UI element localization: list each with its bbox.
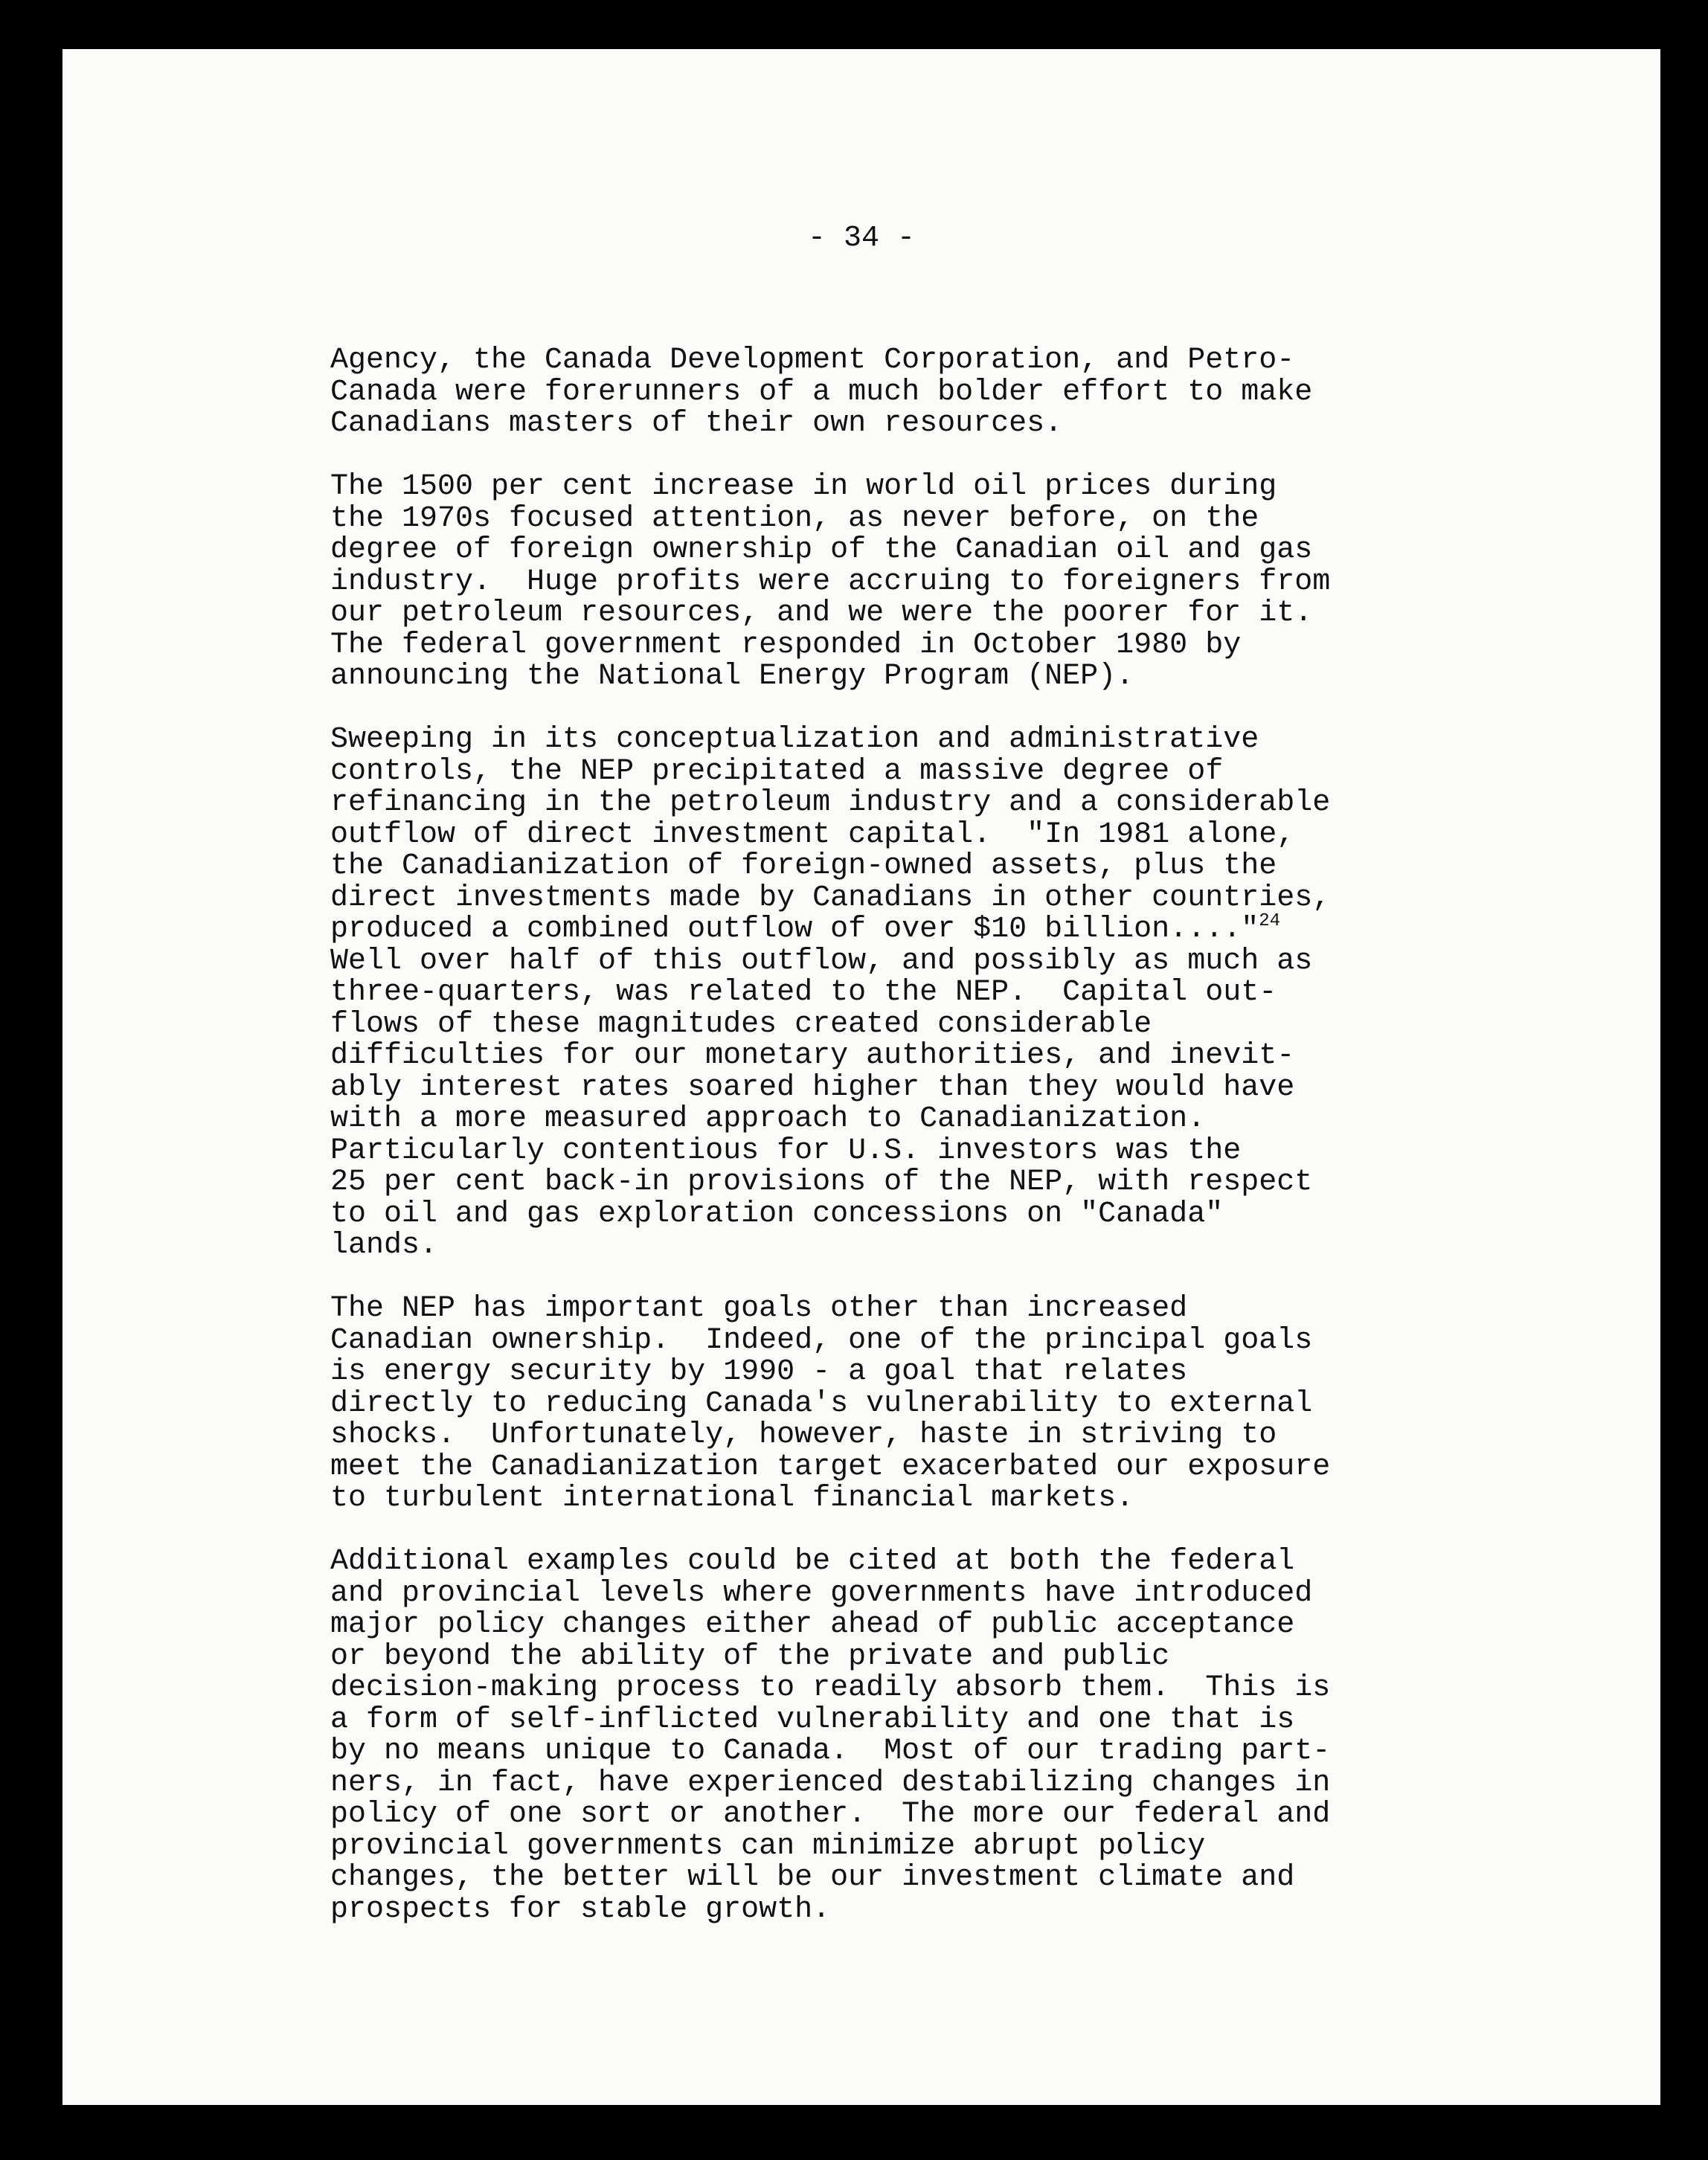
text-line: Agency, the Canada Development Corporation, and Petro- [330, 344, 1295, 377]
text-line: controls, the NEP precipitated a massive degree of [330, 754, 1224, 788]
text-line: the 1970s focused attention, as never before, on the [330, 501, 1259, 536]
text-line: The 1500 per cent increase in world oil prices during [330, 470, 1277, 504]
paragraph [330, 345, 1330, 440]
text-line: The NEP has important goals other than increased [330, 1292, 1188, 1325]
text-line: meet the Canadianization target exacerbated our exposure [330, 1450, 1331, 1484]
text-line: the Canadianization of foreign-owned assets, plus the [330, 849, 1277, 883]
text-line: shocks. Unfortunately, however, haste in striving to [330, 1418, 1277, 1452]
text-line: refinancing in the petroleum industry and a considerable [330, 786, 1331, 820]
text-line: or beyond the ability of the private and public [330, 1639, 1170, 1674]
text-line: ably interest rates soared higher than they would have [330, 1070, 1295, 1105]
text-line: Sweeping in its conceptualization and administrative [330, 723, 1259, 756]
text-line: ners, in fact, have experienced destabilizing changes in [330, 1766, 1331, 1800]
text-line: Particularly contentious for U.S. investors was the [330, 1134, 1242, 1168]
document-page [62, 49, 1660, 2105]
text-line: prospects for stable growth. [330, 1892, 831, 1926]
text-line: degree of foreign ownership of the Canadian oil and gas [330, 533, 1313, 567]
paragraph [330, 1293, 1330, 1515]
page-number: - 34 - [807, 222, 916, 255]
text-line: industry. Huge profits were accruing to foreigners from [330, 565, 1331, 599]
document-body [330, 345, 1330, 1958]
text-line: provincial governments can minimize abrupt policy [330, 1829, 1206, 1863]
text-line: Canadian ownership. Indeed, one of the principal goals [330, 1323, 1313, 1357]
text-line: directly to reducing Canada's vulnerability to external [330, 1386, 1313, 1421]
text-line: our petroleum resources, and we were the poorer for it. [330, 597, 1313, 630]
text-line: lands. [330, 1229, 438, 1262]
text-line: Well over half of this outflow, and possibly as much as [330, 944, 1313, 978]
text-line: decision-making process to readily absorb them. This is [330, 1671, 1331, 1705]
footnote-reference: 24 [1259, 911, 1281, 931]
text-line: to turbulent international financial markets. [330, 1482, 1134, 1515]
text-line: and provincial levels where governments have introduced [330, 1576, 1313, 1610]
text-line: major policy changes either ahead of public acceptance [330, 1608, 1295, 1642]
text-line: produced a combined outflow of over $10 billion...."$^{24}$ [330, 911, 1281, 946]
text-line: 25 per cent back-in provisions of the NEP, with respect [330, 1166, 1313, 1199]
text-line: by no means unique to Canada. Most of our trading part- [330, 1735, 1331, 1768]
text-line: outflow of direct investment capital. "In 1981 alone, [330, 817, 1295, 852]
text-line: a form of self-inflicted vulnerability and one that is [330, 1703, 1295, 1737]
text-line: The federal government responded in October 1980 by [330, 628, 1242, 662]
text-line: direct investments made by Canadians in other countries, [330, 881, 1331, 915]
text-line: is energy security by 1990 - a goal that relates [330, 1355, 1188, 1389]
text-line: to oil and gas exploration concessions on "Canada" [330, 1197, 1224, 1231]
paragraph [330, 1546, 1330, 1926]
text-line: changes, the better will be our investment climate and [330, 1861, 1295, 1894]
text-line: announcing the National Energy Program (NEP). [330, 660, 1134, 693]
text-line: with a more measured approach to Canadianization. [330, 1102, 1206, 1136]
text-line: policy of one sort or another. The more our federal and [330, 1798, 1331, 1831]
paragraph [330, 724, 1330, 1262]
text-line: three-quarters, was related to the NEP. Capital out- [330, 976, 1277, 1009]
paragraph [330, 472, 1330, 693]
text-line: Additional examples could be cited at both the federal [330, 1545, 1295, 1578]
text-line: Canada were forerunners of a much bolder effort to make [330, 375, 1313, 409]
text-line: difficulties for our monetary authorities, and inevit- [330, 1039, 1295, 1073]
text-line: Canadians masters of their own resources. [330, 407, 1063, 440]
text-line: flows of these magnitudes created considerable [330, 1007, 1152, 1041]
